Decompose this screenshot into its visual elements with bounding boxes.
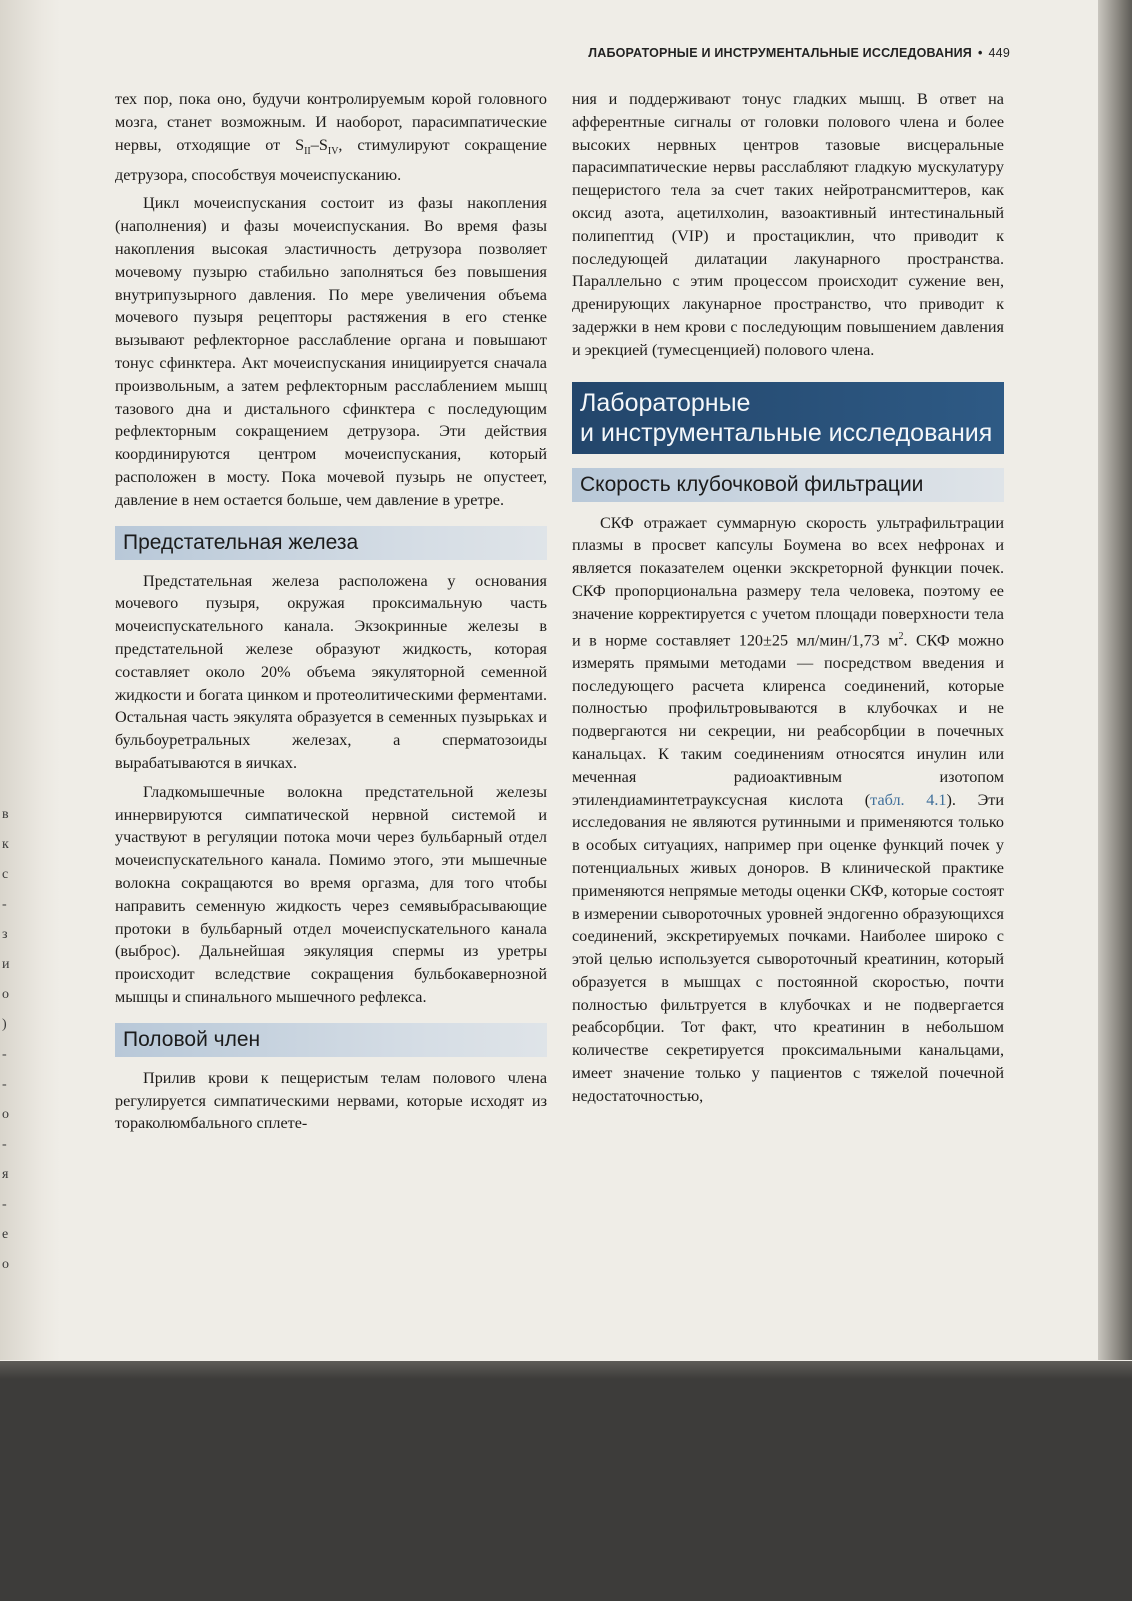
header-title: ЛАБОРАТОРНЫЕ И ИНСТРУМЕНТАЛЬНЫЕ ИССЛЕДОВАНИЯ	[588, 46, 972, 60]
text-run: –S	[310, 135, 328, 154]
margin-glyph: -	[2, 1197, 7, 1212]
running-header	[470, 46, 1010, 60]
margin-glyph: -	[2, 1047, 7, 1062]
heading-line-2: и инструментальные исследования	[580, 418, 993, 447]
margin-glyph: -	[2, 1137, 7, 1152]
margin-glyph: з	[2, 927, 8, 942]
margin-glyph: я	[2, 1167, 9, 1182]
margin-glyph: в	[2, 807, 9, 822]
paragraph	[572, 512, 1004, 1108]
previous-page-margin	[2, 800, 16, 1280]
margin-glyph: к	[2, 837, 9, 852]
text-run: , стимулируют сокращение детрузора, способствуя мочеиспусканию.	[115, 135, 547, 184]
text-run: СКФ отражает суммарную скорость ультрафильтрации плазмы в просвет капсулы Боумена во всех нефронах и является показателем оценки экскреторной функции почек. СКФ пропорциональна размеру тела человека, поэтому ее значение корректируется с учетом площади поверхности тела и в норме составляет 120±25 мл/мин/1,73 м	[572, 513, 1004, 649]
margin-glyph: о	[2, 987, 9, 1002]
chapter-section-heading	[572, 382, 1004, 454]
section-heading-penis: Половой член	[115, 1023, 547, 1057]
section-heading-gfr: Скорость клубочковой фильтрации	[572, 468, 1004, 502]
margin-glyph: с	[2, 867, 9, 882]
margin-glyph: и	[2, 957, 10, 972]
margin-glyph: о	[2, 1107, 9, 1122]
table-reference-link[interactable]: табл. 4.1	[870, 790, 947, 809]
paragraph: Прилив крови к пещеристым телам полового члена регулируется симпатическими нервами, которые исходят из тораколюмбального сплете-	[115, 1068, 547, 1133]
page-number: 449	[988, 46, 1010, 60]
header-separator: •	[977, 46, 983, 60]
paragraph	[115, 88, 547, 186]
paragraph: Цикл мочеиспускания состоит из фазы накопления (наполнения) и фазы мочеиспускания. Во время фазы накопления высокая эластичность детрузора позволяет мочевому пузырю стабильно заполняться без повышения внутрипузырного давления. По мере увеличения объема мочевого пузыря рецепторы растяжения в его стенке вызывают рефлекторное расслабление органа и повышают тонус сфинктера. Акт мочеиспускания инициируется сначала произвольным, а затем рефлекторным расслаблением мышц тазового дна и дистального сфинктера с последующим рефлекторным сокращением детрузора. Эти действия координируются центром мочеиспускания, который расположен в мосту. Пока мочевой пузырь не опустеет, давление в нем остается больше, чем давление в уретре.	[115, 194, 547, 509]
paragraph: Предстательная железа расположена у основания мочевого пузыря, окружая проксимальную часть мочеиспускательного канала. Экзокринные железы в предстательной железе образуют жидкость, которая составляет около 20% объема эякуляторной семенной жидкости и богата цинком и протеолитическими ферментами. Остальная часть эякулята образуется в семенных пузырьках и бульбоуретральных железах, а сперматозоиды вырабатываются в яичках.	[115, 571, 547, 772]
superscript: 2	[898, 630, 904, 642]
margin-glyph: е	[2, 1227, 9, 1242]
section-heading-prostate: Предстательная железа	[115, 526, 547, 560]
margin-glyph: -	[2, 897, 7, 912]
text-run: . СКФ можно измерять прямыми методами — посредством введения и последующего расчета клиренса соединений, которые полностью профильтровываются в клубочках и не подвергаются ни секреции, ни реабсорбции в почечных канальцах. К таким соединениям относятся инулин или меченная радиоактивным изотопом этилендиаминтетрауксусная кислота (	[572, 630, 1005, 809]
heading-line-1: Лабораторные	[580, 388, 751, 417]
page-edge-shadow	[1098, 0, 1132, 1360]
margin-glyph: )	[2, 1017, 7, 1032]
paragraph: Гладкомышечные волокна предстательной железы иннервируются симпатической нервной системой и участвуют в регуляции потока мочи через бульбарный отдел мочеиспускательного канала. Помимо этого, эти мышечные волокна сокращаются во время оргазма, для того чтобы направить семенную жидкость через семявыбрасывающие протоки в бульбарный отдел мочеиспускательного канала (выброс). Дальнейшая эякуляция спермы из уретры происходит вследствие сокращения бульбокавернозной мышцы и спинального мышечного рефлекса.	[115, 782, 547, 1006]
subscript: II	[304, 145, 311, 157]
text-run: ). Эти исследования не являются рутинными и применяются только в особых ситуациях, например при оценке функций почек у потенциальных живых доноров. В клинической практике применяются непрямые методы оценки СКФ, которые состоят в измерении сывороточных уровней эндогенно образующихся соединений, экскретируемых почками. Наиболее широко с этой целью используется сывороточный креатинин, который образуется в мышцах с постоянной скоростью, почти полностью фильтруется в клубочках и не подвергается реабсорбции. Тот факт, что креатинин в небольшом количестве секретируется проксимальными канальцами, имеет значение только у пациентов с тяжелой почечной недостаточностью,	[572, 790, 1004, 1105]
right-column	[572, 88, 1004, 1108]
text-run: тех пор, пока оно, будучи контролируемым корой головного мозга, станет возможным. И наоборот, парасимпатические нервы, отходящие от S	[115, 90, 547, 154]
paragraph: ния и поддерживают тонус гладких мышц. В ответ на афферентные сигналы от головки полового члена и более высоких нервных центров тазовые висцеральные парасимпатические нервы расслабляют гладкую мускулатуру пещеристого тела за счет таких нейротрансмиттеров, как оксид азота, ацетилхолин, вазоактивный интестинальный полипептид (VIP) и простациклин, что приводит к последующей дилатации лакунарного пространства. Параллельно с этим процессом происходит сужение вен, дренирующих лакунарное пространство, что приводит к задержки в нем крови с последующим повышением давления и эрекцией (тумесценцией) полового члена.	[572, 90, 1004, 359]
margin-glyph: о	[2, 1257, 9, 1272]
scanner-background	[0, 1361, 1132, 1601]
margin-glyph: -	[2, 1077, 7, 1092]
subscript: IV	[327, 145, 339, 157]
left-column	[115, 88, 547, 1135]
